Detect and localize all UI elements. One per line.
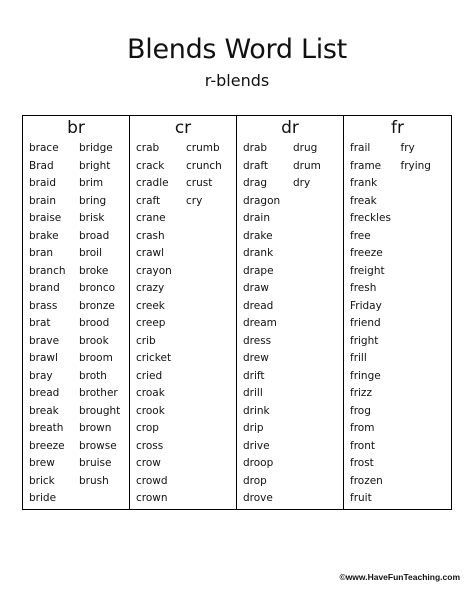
word-item: drug	[293, 142, 318, 154]
word-list-left	[136, 140, 186, 508]
word-item: bran	[29, 247, 54, 259]
word-item: frank	[350, 177, 378, 189]
word-item: freckles	[350, 212, 391, 224]
word-item: bridge	[79, 142, 113, 154]
column-fr	[344, 116, 451, 509]
word-item: fright	[350, 334, 379, 347]
column-dr	[237, 116, 344, 509]
copyright-footer: ©www.HaveFunTeaching.com	[339, 572, 460, 582]
word-table	[22, 115, 452, 510]
word-item: freight	[350, 264, 385, 277]
word-item: brook	[79, 334, 109, 347]
word-item: craft	[136, 194, 161, 207]
word-item: draft	[243, 159, 269, 172]
word-item: frizz	[350, 387, 372, 399]
word-item: drag	[243, 177, 268, 189]
word-item: brain	[29, 194, 56, 207]
word-item: drum	[293, 159, 321, 172]
column-header: br	[67, 118, 85, 138]
word-list-left	[29, 140, 79, 508]
word-item: break	[29, 404, 59, 417]
word-item: dream	[243, 317, 277, 329]
word-item: breath	[29, 422, 64, 434]
word-item: broth	[79, 369, 107, 382]
word-item: cry	[186, 194, 203, 207]
word-item: fringe	[350, 369, 381, 382]
word-item: fruit	[350, 492, 372, 504]
word-item: frill	[350, 352, 367, 364]
word-item: brass	[29, 299, 58, 312]
word-item: bride	[29, 492, 57, 504]
column-cr	[130, 116, 237, 509]
word-item: brat	[29, 317, 51, 329]
word-item: bruise	[79, 457, 112, 469]
word-item: drab	[243, 142, 268, 154]
word-item: frying	[400, 159, 431, 172]
word-item: broke	[79, 264, 109, 277]
word-item: droop	[243, 457, 274, 469]
word-item: drain	[243, 212, 270, 224]
word-item: brand	[29, 282, 60, 294]
column-header: dr	[281, 118, 299, 138]
word-item: crane	[136, 212, 166, 224]
word-list-right	[293, 140, 343, 508]
word-item: bronco	[79, 282, 116, 294]
word-list-left	[243, 140, 293, 508]
word-item: Friday	[350, 299, 382, 312]
word-item: crazy	[136, 282, 165, 294]
word-item: crowd	[136, 474, 168, 487]
word-item: branch	[29, 264, 66, 277]
page-title: Blends Word List	[127, 34, 347, 65]
word-item: browse	[79, 439, 117, 452]
word-item: dragon	[243, 194, 281, 207]
word-item: drake	[243, 229, 273, 242]
word-item: cried	[136, 369, 163, 382]
word-item: bring	[79, 194, 107, 207]
word-item: cross	[136, 439, 164, 452]
word-item: cradle	[136, 177, 169, 189]
word-item: brush	[79, 474, 109, 487]
word-item: creep	[136, 317, 166, 329]
word-item: bray	[29, 369, 53, 382]
word-item: drift	[243, 369, 265, 382]
word-item: drip	[243, 422, 264, 434]
word-list-right	[79, 140, 129, 508]
word-item: crunch	[186, 159, 222, 172]
word-item: fresh	[350, 282, 377, 294]
word-list-left	[350, 140, 401, 508]
word-item: friend	[350, 317, 381, 329]
word-item: crust	[186, 177, 213, 189]
word-item: broil	[79, 247, 103, 259]
word-item: fry	[400, 142, 415, 154]
word-item: brick	[29, 474, 55, 487]
word-item: crack	[136, 159, 165, 172]
word-item: creek	[136, 299, 165, 312]
word-item: brake	[29, 229, 59, 242]
word-item: frog	[350, 404, 371, 417]
word-item: crash	[136, 229, 165, 242]
word-item: frail	[350, 142, 371, 154]
word-item: free	[350, 229, 371, 242]
word-item: frost	[350, 457, 374, 469]
word-item: freak	[350, 194, 377, 207]
word-item: brother	[79, 387, 118, 399]
word-item: brown	[79, 422, 112, 434]
word-item: crayon	[136, 264, 172, 277]
word-item: drop	[243, 474, 267, 487]
column-header: fr	[391, 118, 404, 138]
word-item: crumb	[186, 142, 220, 154]
word-item: crib	[136, 334, 156, 347]
word-item: frame	[350, 159, 382, 172]
word-item: brawl	[29, 352, 58, 364]
word-list-right	[186, 140, 236, 508]
word-item: brood	[79, 317, 110, 329]
word-item: dry	[293, 177, 311, 189]
word-item: crab	[136, 142, 160, 154]
word-item: bright	[79, 159, 111, 172]
column-header: cr	[174, 118, 192, 138]
word-item: dress	[243, 334, 272, 347]
word-item: crook	[136, 404, 165, 417]
word-item: Brad	[29, 159, 54, 172]
word-item: broom	[79, 352, 113, 364]
word-list-right	[401, 140, 452, 508]
word-item: crow	[136, 457, 161, 469]
word-item: draw	[243, 282, 270, 294]
word-item: broad	[79, 229, 110, 242]
word-item: brace	[29, 142, 59, 154]
word-item: crown	[136, 492, 168, 504]
word-item: braid	[29, 177, 56, 189]
word-item: freeze	[350, 247, 383, 259]
word-item: from	[350, 422, 375, 434]
word-item: drove	[243, 492, 273, 504]
word-item: brought	[79, 404, 121, 417]
word-item: drank	[243, 247, 274, 259]
word-item: drape	[243, 264, 274, 277]
word-item: breeze	[29, 439, 65, 452]
word-item: croak	[136, 387, 165, 399]
word-item: brave	[29, 334, 60, 347]
word-item: crop	[136, 422, 159, 434]
word-item: bronze	[79, 299, 115, 312]
column-br	[23, 116, 130, 509]
word-item: drill	[243, 387, 263, 399]
word-item: crawl	[136, 247, 165, 259]
word-item: drive	[243, 439, 270, 452]
word-item: brew	[29, 457, 55, 469]
word-item: front	[350, 439, 375, 452]
word-item: braise	[29, 212, 62, 224]
word-item: brisk	[79, 212, 105, 224]
word-item: drink	[243, 404, 270, 417]
word-item: bread	[29, 387, 60, 399]
word-item: cricket	[136, 352, 172, 364]
word-item: frozen	[350, 474, 383, 487]
word-item: dread	[243, 299, 274, 312]
page-subtitle: r-blends	[204, 71, 270, 90]
word-item: drew	[243, 352, 269, 364]
word-item: brim	[79, 177, 104, 189]
